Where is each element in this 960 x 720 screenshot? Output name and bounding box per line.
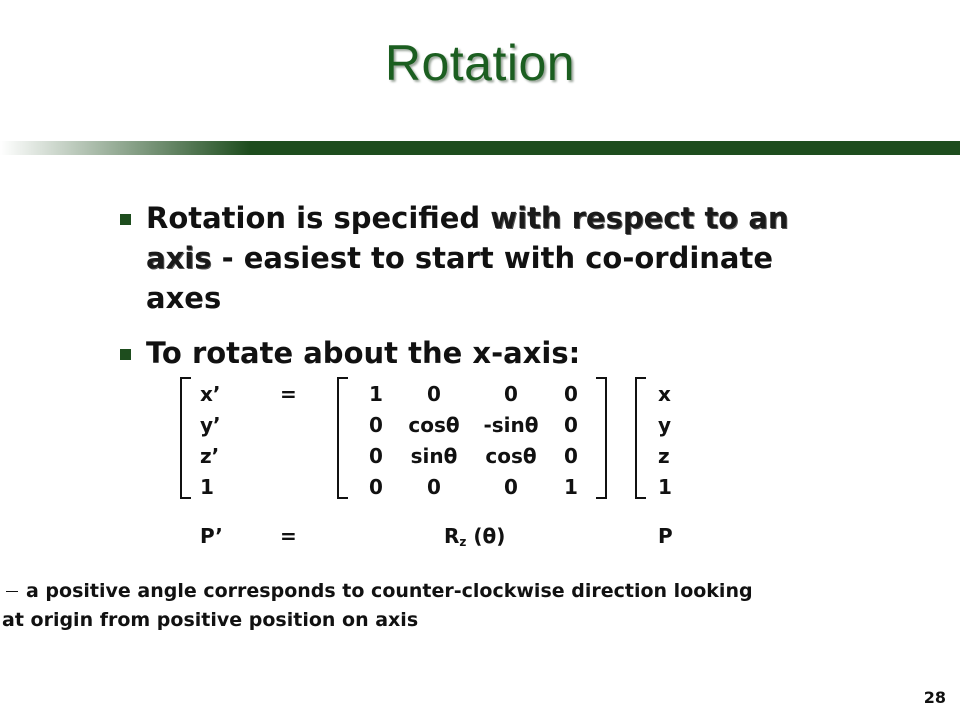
page-number: 28: [923, 688, 946, 707]
matrix-cell: 0: [427, 475, 441, 499]
dash-icon: [6, 591, 18, 592]
matrix-cell: 0: [369, 475, 383, 499]
note-line-1: [0, 577, 960, 606]
bullet-1-text-b: - easiest to start with co-ordinate: [211, 241, 774, 275]
bullet-1-emphasis-b: axis: [146, 241, 212, 275]
label-subscript: z: [459, 535, 467, 549]
matrix-cell: 0: [504, 382, 518, 406]
bullet-square-icon: [120, 349, 131, 360]
lhs-entry: x’: [200, 382, 221, 406]
lhs-bracket: [180, 377, 191, 499]
rhs-entry: 1: [658, 475, 672, 499]
label-p: P: [658, 524, 673, 548]
matrix-cell: 0: [564, 444, 578, 468]
rhs-entry: x: [658, 382, 671, 406]
slide-title: Rotation: [384, 35, 576, 91]
bullet-2-text: To rotate about the x-axis:: [146, 336, 581, 370]
rhs-entry: z: [658, 444, 670, 468]
matrix-cell: 0: [504, 475, 518, 499]
bullet-2: [146, 333, 580, 373]
header-rule: [250, 141, 960, 155]
matrix-left-bracket: [337, 377, 348, 499]
lhs-entry: 1: [200, 475, 214, 499]
bullet-1-emphasis-a: with respect to an: [490, 201, 789, 235]
matrix-cell: 0: [564, 382, 578, 406]
label-p-prime: P’: [200, 524, 223, 548]
rhs-bracket: [635, 377, 646, 499]
matrix-cell: 0: [427, 382, 441, 406]
matrix-cell: sinθ: [410, 444, 458, 468]
matrix-cell: -sinθ: [483, 413, 539, 437]
matrix-cell: 0: [369, 413, 383, 437]
equals-sign: =: [280, 382, 297, 406]
matrix-cell: 0: [369, 444, 383, 468]
bullet-1-line-2: [146, 238, 789, 278]
note: [0, 577, 960, 635]
header-rule-fade: [0, 141, 250, 155]
note-text-1: a positive angle corresponds to counter-clockwise direction looking: [26, 580, 753, 602]
note-line-2: at origin from positive position on axis: [2, 609, 419, 631]
matrix-cell: cosθ: [485, 444, 537, 468]
matrix-cell: 0: [564, 413, 578, 437]
matrix-cell: 1: [369, 382, 383, 406]
bullet-square-icon: [120, 214, 131, 225]
matrix-right-bracket: [596, 377, 607, 499]
matrix-cell: cosθ: [408, 413, 460, 437]
bullet-1-text-a: Rotation is specified: [146, 201, 491, 235]
label-r: R: [444, 524, 460, 548]
label-equals: =: [280, 524, 297, 548]
bullet-1-line-3: axes: [146, 281, 222, 315]
bullet-1: [146, 198, 789, 318]
label-rotation-matrix: [444, 524, 505, 549]
bullet-1-line-1: [146, 198, 789, 238]
matrix-cell: 1: [564, 475, 578, 499]
rhs-entry: y: [658, 413, 672, 437]
lhs-entry: y’: [200, 413, 221, 437]
lhs-entry: z’: [200, 444, 220, 468]
label-theta: (θ): [466, 524, 506, 548]
